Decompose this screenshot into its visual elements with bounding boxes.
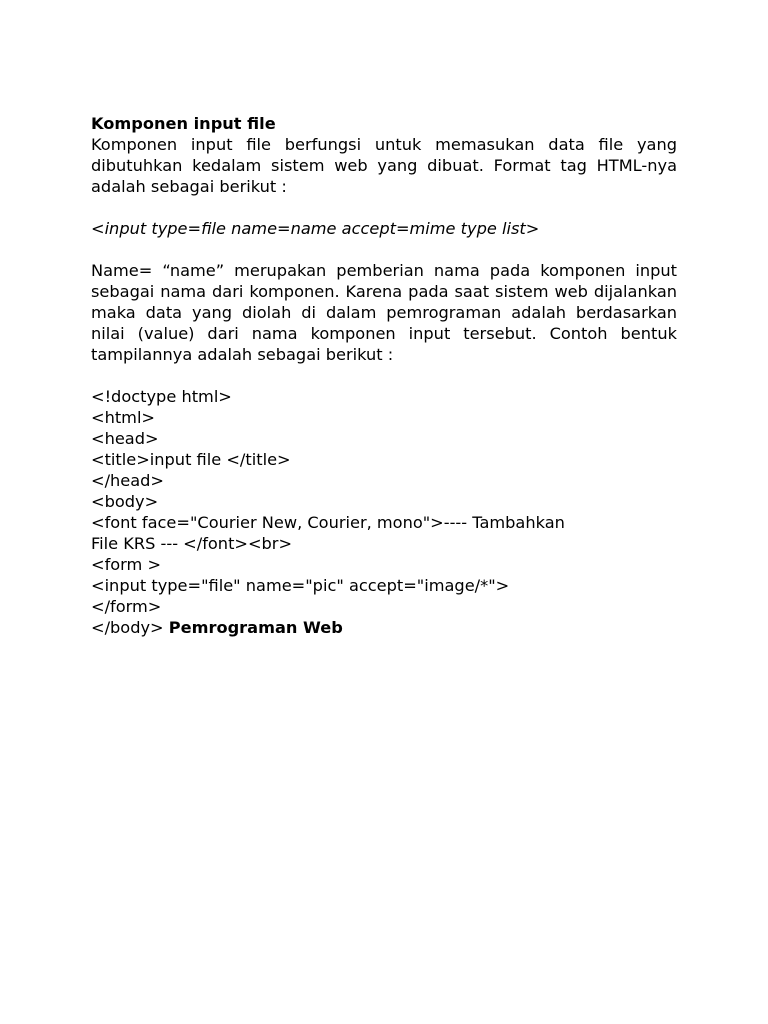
blank-line [91, 239, 677, 260]
footer-title: Pemrograman Web [168, 618, 343, 637]
code-line: <title>input file </title> [91, 450, 291, 469]
syntax-line: <input type=file name=name accept=mime type list> [91, 219, 540, 238]
code-line: <head> [91, 429, 159, 448]
code-example [91, 386, 677, 638]
code-body-close: </body> [91, 618, 169, 637]
code-line: <!doctype html> [91, 387, 232, 406]
code-line: </form> [91, 597, 162, 616]
blank-line [91, 197, 677, 218]
code-line-last [91, 617, 677, 638]
section-heading: Komponen input file [91, 114, 276, 133]
code-line: <form > [91, 555, 162, 574]
code-line: File KRS --- </font><br> [91, 534, 293, 553]
code-line: <font face="Courier New, Courier, mono">---- Tambahkan [91, 513, 565, 532]
code-line: <input type="file" name="pic" accept="image/*"> [91, 576, 510, 595]
intro-paragraph: Komponen input file berfungsi untuk memasukan data file yang dibutuhkan kedalam sistem web yang dibuat. Format tag HTML-nya adalah sebagai berikut : [91, 135, 677, 196]
document-page [91, 113, 677, 638]
code-line: <body> [91, 492, 159, 511]
blank-line [91, 365, 677, 386]
code-line: </head> [91, 471, 164, 490]
code-line: <html> [91, 408, 155, 427]
explanation-paragraph: Name= “name” merupakan pemberian nama pada komponen input sebagai nama dari komponen. Karena pada saat sistem web dijalankan maka data yang diolah di dalam pemrograman adalah berdasarkan nilai (value) dari nama komponen input tersebut. Contoh bentuk tampilannya adalah sebagai berikut : [91, 261, 677, 364]
